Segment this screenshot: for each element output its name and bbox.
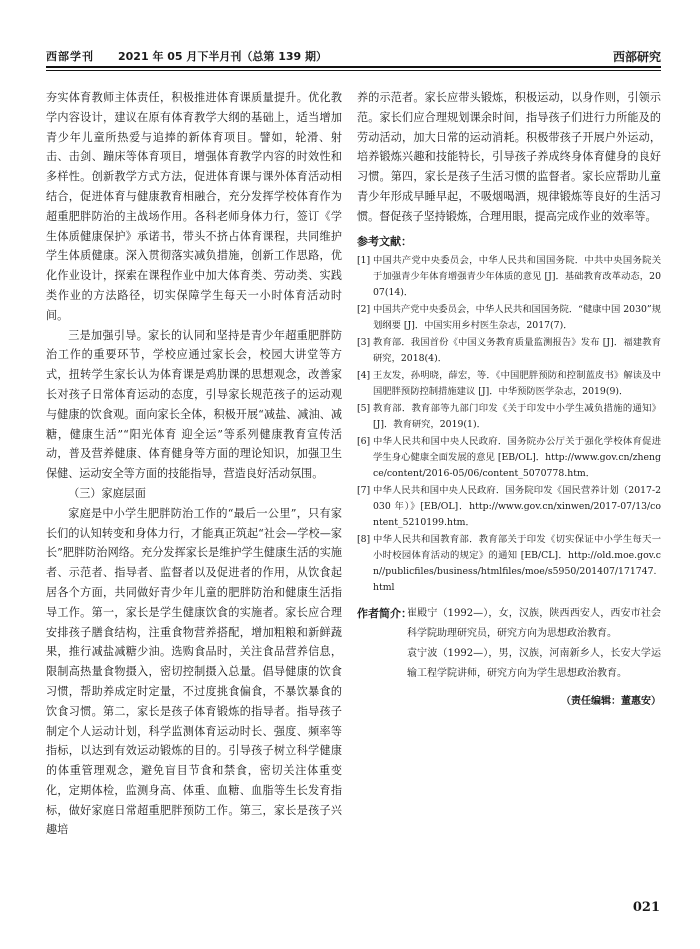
reference-item (357, 483, 661, 531)
author-label: 作者简介： (357, 606, 412, 620)
issue-info: 2021 年 05 月下半月刊（总第 139 期） (118, 50, 328, 63)
reference-item (357, 434, 661, 482)
reference-text: 教育部．教育部等九部门印发《关于印发中小学生减负措施的通知》[J]．教育研究，2019(1)． (373, 402, 661, 430)
references-title: 参考文献： (357, 234, 412, 248)
reference-item (357, 368, 661, 400)
reference-number: [6] (357, 435, 371, 447)
author-bio: 袁宁波（1992—），男，汉族，河南新乡人，长安大学运输工程学院讲师，研究方向为学生思想政治教育。 (407, 647, 661, 679)
reference-item (357, 302, 661, 334)
author-bio: 崔殿宁（1992—），女，汉族，陕西西安人，西安市社会科学院助理研究员，研究方向为思想政治教育。 (407, 607, 661, 639)
reference-item (357, 335, 661, 367)
body-paragraph: 夯实体育教师主体责任，积极推进体育课质量提升。优化教学内容设计，建议在原有体育教学大纲的基础上，适当增加青少年儿童所热爱与追捧的新体育项目。譬如，轮滑、射击、击剑、蹦床等体育项目，增强体育教学内容的时效性和多样性。创新教学方式方法，促进体育课与课外体育活动相结合，促进体育与健康教育相融合，充分发挥学校体育作为超重肥胖防治的主战场作用。各科老师身体力行，签订《学生体质健康保护》承诺书，带头不挤占体育课程，共同维护学生体质健康。深入贯彻落实减负措施，创新工作思路，优化作业设计，探索在课程作业中加大体育类、劳动类、实践类作业的方法路径，切实保障学生每天一小时体育活动时间。 (46, 91, 342, 322)
reference-text: 王友发，孙明晓，薛宏，等．《中国肥胖预防和控制蓝皮书》解读及中国肥胖预防控制措施建议 [J]．中华预防医学杂志，2019(9)． (373, 369, 661, 397)
reference-number: [4] (357, 369, 371, 381)
reference-number: [7] (357, 484, 371, 496)
reference-item (357, 532, 661, 596)
reference-item (357, 401, 661, 433)
reference-item (357, 253, 661, 301)
references-list (357, 253, 661, 596)
reference-text: 中国共产党中央委员会，中华人民共和国国务院．中共中央国务院关于加强青少年体育增强青少年体质的意见 [J]．基础教育改革动态，2007(14)． (373, 254, 661, 298)
reference-text: 中国共产党中央委员会，中华人民共和国国务院．“健康中国 2030”规划纲要 [J]．中国实用乡村医生杂志，2017(7)． (373, 303, 661, 331)
author-info (357, 604, 661, 684)
journal-logo: 西部学刊 (46, 50, 94, 63)
reference-number: [5] (357, 402, 371, 414)
section-subheading: （三）家庭层面 (68, 486, 146, 500)
reference-number: [1] (357, 254, 371, 266)
body-paragraph: 家庭是中小学生肥胖防治工作的“最后一公里”，只有家长们的认知转变和身体力行，才能真正筑起“社会—学校—家长”肥胖防治网络。充分发挥家长是维护学生健康生活的实施者、示范者、指导者、监督者以及促进者的作用，从饮食起居各个方面，共同做好青少年儿童的肥胖防治和健康生活指导工作。第一，家长是学生健康饮食的实施者。家长应合理安排孩子膳食结构，注重食物营养搭配，增加粗粮和新鲜蔬果，推行减盐减糖少油。选购食品时，关注食品营养信息，限制高热量食物摄入，密切控制摄入总量。倡导健康的饮食习惯，帮助养成定时定量，不过度挑食偏食，不暴饮暴食的饮食习惯。第二，家长是孩子体育锻炼的指导者。指导孩子制定个人运动计划，科学监测体育运动时长、强度、频率等指标，以达到有效运动锻炼的目的。引导孩子树立科学健康的体重管理观念，避免盲目节食和禁食，密切关注体重变化，定期体检，监测身高、体重、血糖、血脂等生长发育指标，做好家庭日常超重肥胖预防工作。第三，家长是孩子兴趣培 (46, 506, 342, 837)
reference-text: 中华人民共和国中央人民政府．国务院办公厅关于强化学校体育促进学生身心健康全面发展的意见 [EB/OL]．http://www.gov.cn/zhengce/content/2016-05/06/content_5070778.htm． (373, 435, 661, 479)
section-name: 西部研究 (612, 50, 661, 64)
reference-number: [2] (357, 303, 371, 315)
body-paragraph: 养的示范者。家长应带头锻炼，积极运动，以身作则，引领示范。家长们应合理规划课余时间，指导孩子们进行力所能及的劳动活动，加大日常的运动消耗。积极带孩子开展户外运动，培养锻炼兴趣和技能特长，引导孩子养成终身体育健身的良好习惯。第四，家长是孩子生活习惯的监督者。家长应帮助儿童青少年形成早睡早起，不吸烟喝酒，规律锻炼等良好的生活习惯。督促孩子坚持锻炼，合理用眼，提高完成作业的效率等。 (357, 91, 661, 223)
reference-text: 中华人民共和国教育部．教育部关于印发《切实保证中小学生每天一小时校园体育活动的规定》的通知 [EB/CL]．http://old.moe.gov.cn//publicfiles/business/htmlfiles/moe/s5950/201407/171747.html (373, 533, 661, 593)
reference-text: 教育部．我国首份《中国义务教育质量监测报告》发布 [J]．福建教育研究，2018(4)． (373, 336, 661, 364)
body-paragraph: 三是加强引导。家长的认同和坚持是青少年超重肥胖防治工作的重要环节，学校应通过家长会，校园大讲堂等方式，扭转学生家长认为体育课是鸡肋课的思想观念，改善家长对孩子日常体育运动的态度，引导家长规范孩子的运动观与健康的饮食观。面向家长全体，积极开展“减盐、减油、减糖，健康生活”“阳光体育 迎全运”等系列健康教育宣传活动，普及营养健康、体育健身等方面的理论知识，加强卫生保健、运动安全等方面的技能指导，营造良好活动氛围。 (46, 328, 342, 481)
page-number: 021 (632, 900, 660, 915)
header-rule-thin (46, 70, 661, 71)
right-column (357, 88, 661, 918)
left-column (46, 88, 342, 918)
header-rule-thick (46, 66, 661, 68)
reference-number: [8] (357, 533, 371, 545)
responsible-editor: （责任编辑：董惠安） (561, 695, 661, 707)
reference-text: 中华人民共和国中央人民政府．国务院印发《国民营养计划（2017-2030 年）》[EB/OL]．http://www.gov.cn/xinwen/2017-07/13/content_5210199.htm． (373, 484, 661, 528)
reference-number: [3] (357, 336, 371, 348)
page-header (46, 44, 661, 72)
